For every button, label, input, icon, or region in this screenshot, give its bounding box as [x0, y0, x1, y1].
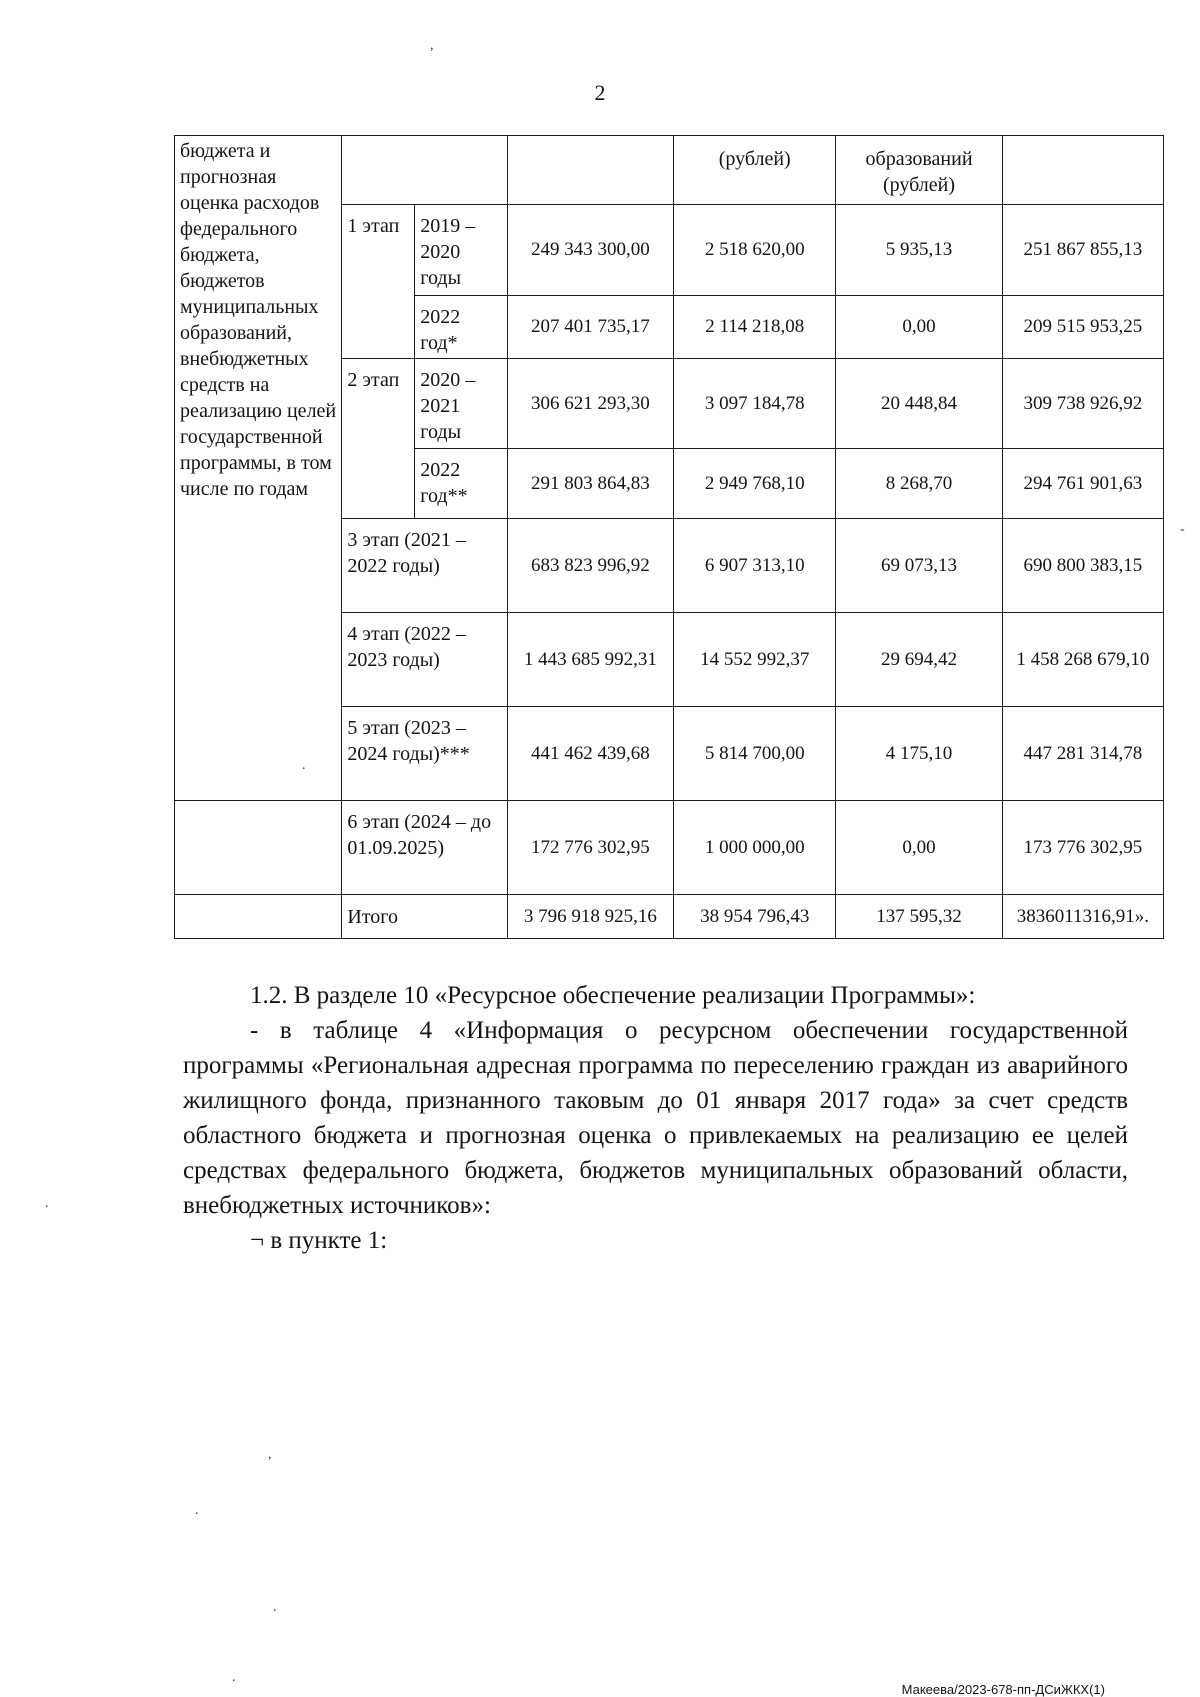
value-cell: 5 814 700,00: [674, 707, 836, 801]
value-cell: 0,00: [836, 801, 1002, 895]
value-cell: 309 738 926,92: [1002, 359, 1163, 449]
document-code: Макеева/2023-678-пп-ДСиЖКХ(1): [901, 1682, 1105, 1697]
value-cell: 294 761 901,63: [1002, 449, 1163, 519]
paragraph-1-2: 1.2. В разделе 10 «Ресурсное обеспечение реализации Программы»:: [250, 982, 976, 1009]
paragraph-table4: - в таблице 4 «Информация о ресурсном обеспечении государственной программы «Региональная адресная программа по переселению граждан из аварийного жилищного фонда, признанного таковым до 01 января 2017 года» за счет средств областного бюджета и прогнозная оценка о привлекаемых на реализацию ее целей средствах федерального бюджета, бюджетов муниципальных образований области, внебюджетных источников»:: [183, 1017, 1128, 1219]
value-cell: 209 515 953,25: [1002, 296, 1163, 359]
total-value-cell: 38 954 796,43: [674, 895, 836, 939]
scan-speck: .: [195, 1503, 199, 1518]
value-cell: 0,00: [836, 296, 1002, 359]
period-cell: 2022 год*: [415, 296, 507, 359]
value-cell: 447 281 314,78: [1002, 707, 1163, 801]
scan-speck: ,: [430, 38, 434, 53]
value-cell: 3 097 184,78: [674, 359, 836, 449]
stage-label: 6 этап (2024 – до 01.09.2025): [342, 801, 507, 895]
value-cell: 2 949 768,10: [674, 449, 836, 519]
value-cell: 8 268,70: [836, 449, 1002, 519]
left-empty-cell: [175, 895, 342, 939]
value-cell: 4 175,10: [836, 707, 1002, 801]
period-cell: 2019 – 2020 годы: [415, 205, 507, 296]
scan-speck: -: [1180, 522, 1185, 537]
value-cell: 683 823 996,92: [507, 519, 673, 613]
value-cell: 5 935,13: [836, 205, 1002, 296]
stage-label: 1 этап: [342, 205, 415, 359]
value-cell: 69 073,13: [836, 519, 1002, 613]
scan-speck: .: [232, 1670, 236, 1685]
value-cell: 291 803 864,83: [507, 449, 673, 519]
empty-header-cell: [1002, 136, 1163, 205]
table-row: [175, 895, 1164, 939]
table-row: [175, 801, 1164, 895]
budget-table: [174, 135, 1164, 939]
value-cell: 251 867 855,13: [1002, 205, 1163, 296]
value-cell: 173 776 302,95: [1002, 801, 1163, 895]
value-cell: 172 776 302,95: [507, 801, 673, 895]
left-label-cell: бюджета и прогнозная оценка расходов федерального бюджета, бюджетов муниципальных образований, внебюджетных средств на реализацию целей государственной программы, в том числе по годам: [175, 136, 342, 801]
total-value-cell: 137 595,32: [836, 895, 1002, 939]
scan-speck: .: [273, 1600, 277, 1615]
scan-speck: ,: [268, 1447, 272, 1462]
period-cell: 2020 – 2021 годы: [415, 359, 507, 449]
empty-header-cell: [342, 136, 507, 205]
value-cell: 20 448,84: [836, 359, 1002, 449]
value-cell: 6 907 313,10: [674, 519, 836, 613]
header-col4: (рублей): [674, 136, 836, 205]
value-cell: 249 343 300,00: [507, 205, 673, 296]
value-cell: 29 694,42: [836, 613, 1002, 707]
value-cell: 14 552 992,37: [674, 613, 836, 707]
value-cell: 2 518 620,00: [674, 205, 836, 296]
value-cell: 441 462 439,68: [507, 707, 673, 801]
total-value-cell: 3 796 918 925,16: [507, 895, 673, 939]
scan-speck: .: [302, 758, 306, 773]
value-cell: 306 621 293,30: [507, 359, 673, 449]
value-cell: 690 800 383,15: [1002, 519, 1163, 613]
header-col5: образований (рублей): [836, 136, 1002, 205]
left-empty-cell: [175, 801, 342, 895]
stage-label: 4 этап (2022 – 2023 годы): [342, 613, 507, 707]
stage-label: 5 этап (2023 – 2024 годы)***: [342, 707, 507, 801]
paragraph-point1: ¬ в пункте 1:: [250, 1227, 388, 1254]
value-cell: 1 458 268 679,10: [1002, 613, 1163, 707]
value-cell: 1 000 000,00: [674, 801, 836, 895]
page-number: 2: [594, 80, 606, 105]
total-label: Итого: [342, 895, 507, 939]
stage-label: 2 этап: [342, 359, 415, 519]
scan-speck: .: [45, 1196, 49, 1211]
period-cell: 2022 год**: [415, 449, 507, 519]
value-cell: 1 443 685 992,31: [507, 613, 673, 707]
stage-label: 3 этап (2021 – 2022 годы): [342, 519, 507, 613]
total-value-cell: 3836011316,91».: [1002, 895, 1163, 939]
value-cell: 2 114 218,08: [674, 296, 836, 359]
empty-header-cell: [507, 136, 673, 205]
value-cell: 207 401 735,17: [507, 296, 673, 359]
